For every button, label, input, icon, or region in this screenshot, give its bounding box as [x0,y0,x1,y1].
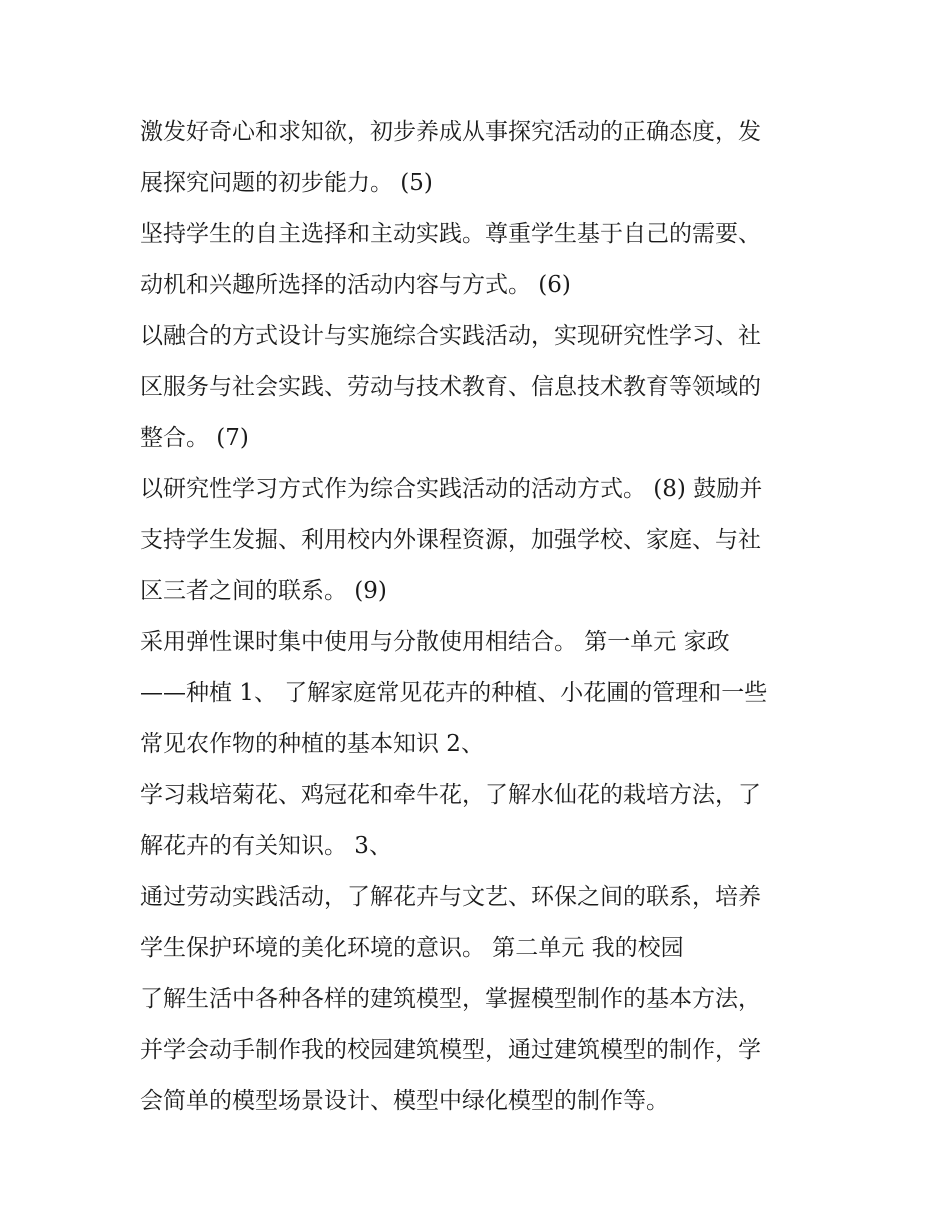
text-line-2: 展探究问题的初步能力。 (5) [140,170,433,196]
text-line-9: 支持学生发掘、利用校内外课程资源，加强学校、家庭、与社 [140,527,761,553]
text-line-5: 以融合的方式设计与实施综合实践活动，实现研究性学习、社 [140,323,761,349]
text-line-8: 以研究性学习方式作为综合实践活动的活动方式。 (8) 鼓励并 [140,476,763,502]
text-line-16: 通过劳动实践活动，了解花卉与文艺、环保之间的联系，培养 [140,884,761,910]
text-line-6: 区服务与社会实践、劳动与技术教育、信息技术教育等领域的 [140,374,761,400]
text-line-1: 激发好奇心和求知欲，初步养成从事探究活动的正确态度，发 [140,119,761,145]
text-line-11: 采用弹性课时集中使用与分散使用相结合。 第一单元 家政 [140,629,730,655]
text-line-18: 了解生活中各种各样的建筑模型，掌握模型制作的基本方法， [140,986,761,1012]
text-line-17: 学生保护环境的美化环境的意识。 第二单元 我的校园 [140,935,684,961]
text-line-20: 会简单的模型场景设计、模型中绿化模型的制作等。 [140,1088,669,1114]
text-line-10: 区三者之间的联系。 (9) [140,578,387,604]
text-line-13: 常见农作物的种植的基本知识 2、 [140,731,484,757]
text-line-3: 坚持学生的自主选择和主动实践。尊重学生基于自己的需要、 [140,221,761,247]
text-line-4: 动机和兴趣所选择的活动内容与方式。 (6) [140,272,571,298]
text-line-15: 解花卉的有关知识。 3、 [140,833,392,859]
text-line-14: 学习栽培菊花、鸡冠花和牵牛花，了解水仙花的栽培方法，了 [140,782,761,808]
document-body [140,107,820,1127]
text-line-7: 整合。 (7) [140,425,249,451]
text-line-19: 并学会动手制作我的校园建筑模型，通过建筑模型的制作，学 [140,1037,761,1063]
text-line-12: ——种植 1、 了解家庭常见花卉的种植、小花圃的管理和一些 [140,680,768,706]
